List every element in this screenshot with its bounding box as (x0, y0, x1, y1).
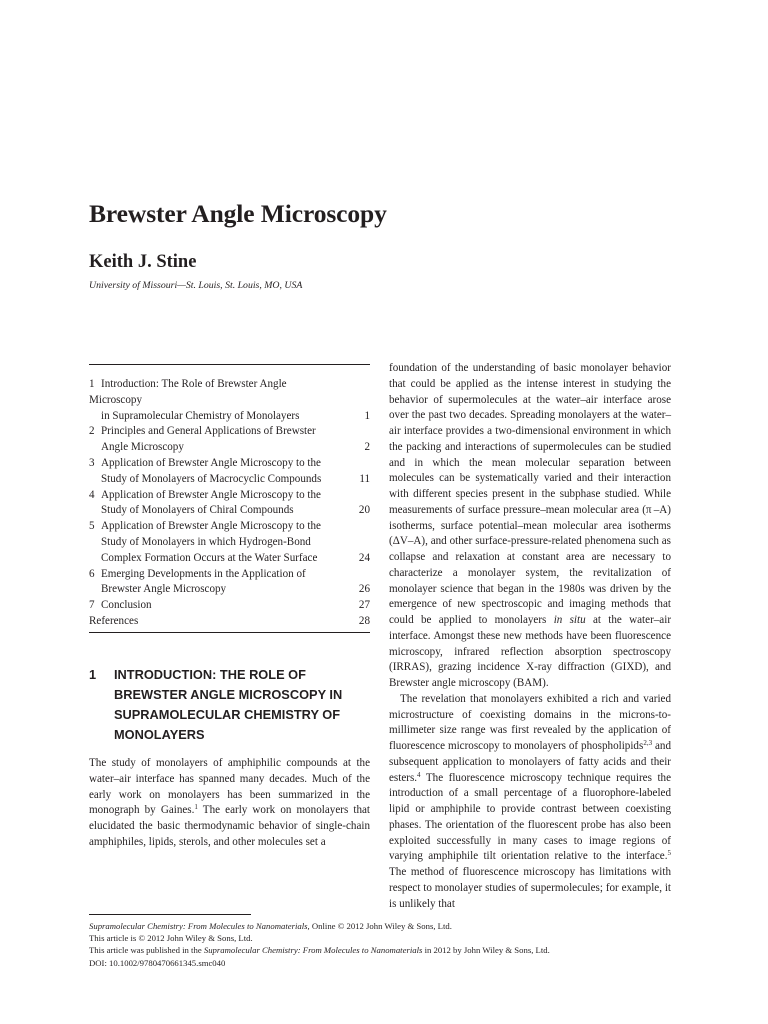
italic-term: in situ (553, 614, 586, 626)
toc-entry-page: 27 (358, 599, 370, 612)
table-of-contents (89, 364, 370, 633)
toc-entry-title-cont: Study of Monolayers of Macrocyclic Compounds (101, 472, 322, 485)
author-affiliation: University of Missouri—St. Louis, St. Louis, MO, USA (89, 280, 303, 291)
paragraph-text: The early work on monolayers that elucidated the basic thermodynamic behavior of single-chain amphiphiles, lipids, sterols, and other molecules set a (89, 804, 370, 848)
toc-entry-title: Application of Brewster Angle Microscopy to the (101, 456, 321, 469)
toc-entry-title-cont: Brewster Angle Microscopy (101, 583, 227, 596)
paragraph-text: The method of fluorescence microscopy has limitations with respect to monolayer studies of supermolecules; for example, it is unlikely that (389, 866, 671, 910)
author-name: Keith J. Stine (89, 252, 197, 272)
toc-entry-number: 3 (89, 456, 95, 469)
page-footer (89, 920, 689, 969)
paragraph-text: The fluorescence microscopy technique requires the introduction of a small percentage of a fluorophore-labeled lipid or amphiphile to provide contrast between coexisting phases. The orientation of the fluorescent probe has also been exploited successfully in many cases to image regions of varying amphiphile tilt orientation relative to the interface. (389, 771, 671, 863)
citation-ref[interactable]: 2,3 (643, 739, 653, 747)
toc-entry-number: 6 (89, 567, 95, 580)
paragraph-text: The revelation that monolayers exhibited a rich and varied microstructure of coexisting domains in the microns-to-millimeter size range was first revealed by the application of fluorescence microscopy to monolayers of phospholipids (389, 692, 671, 752)
body-paragraph (389, 361, 671, 692)
footer-publication-title: Supramolecular Chemistry: From Molecules to Nanomaterials (89, 921, 308, 931)
footer-line (89, 920, 689, 932)
article-title: Brewster Angle Microscopy (89, 199, 387, 228)
citation-ref[interactable]: 4 (417, 770, 421, 779)
footer-text: in 2012 by John Wiley & Sons, Ltd. (422, 945, 550, 956)
toc-entry[interactable] (89, 614, 370, 630)
toc-entry-page: 20 (358, 504, 370, 517)
toc-entry[interactable] (89, 377, 370, 424)
body-paragraph (89, 756, 370, 851)
body-paragraph (389, 692, 671, 913)
section-number: 1 (89, 667, 97, 682)
footer-publication-title: Supramolecular Chemistry: From Molecules to Nanomaterials (203, 945, 423, 956)
toc-entry-title-cont: in Supramolecular Chemistry of Monolayers (101, 409, 300, 422)
footer-divider (89, 914, 251, 915)
footer-text: This article was published in the (89, 945, 204, 956)
toc-entry-number: 2 (89, 425, 95, 438)
toc-entry-title-cont: Complex Formation Occurs at the Water Surface (101, 551, 318, 564)
toc-entry[interactable] (89, 519, 370, 566)
toc-entry-title: Introduction: The Role of Brewster Angle Microscopy (89, 378, 287, 406)
toc-entry-title: Conclusion (101, 599, 152, 612)
right-column (389, 361, 671, 912)
toc-entry-number: 1 (89, 378, 95, 390)
toc-entry-page: 26 (358, 583, 370, 596)
toc-entry-title-cont: Study of Monolayers of Chiral Compounds (101, 504, 294, 517)
section-heading (89, 665, 370, 745)
toc-entry[interactable] (89, 598, 370, 614)
toc-entry-number: 5 (89, 520, 95, 533)
toc-entry-title: Emerging Developments in the Application of (101, 567, 306, 580)
toc-entry-page: 1 (364, 409, 370, 422)
toc-entry-title: Application of Brewster Angle Microscopy to the (101, 520, 321, 533)
footer-line (89, 944, 689, 956)
toc-entry-number: 4 (89, 488, 95, 501)
toc-entry-page: 28 (358, 614, 370, 627)
section-title: INTRODUCTION: THE ROLE OF BREWSTER ANGLE MICROSCOPY IN SUPRAMOLECULAR CHEMISTRY OF MONOLAYERS (114, 667, 343, 742)
paragraph-text: foundation of the understanding of basic monolayer behavior that could be applied as the intense interest in studying the behavior of supermolecules at the water–air interface arose over the past two decades. Spreading monolayers at the water–air interface provides a two-dimensional environment in which the packing and interactions of supermolecules can be studied and in which the mean molecular separation between molecules can be systematically varied and their interaction with different species present in the subphase studied. While measurements of surface pressure–mean molecular area (π –A) isotherms, surface potential–mean molecular area isotherms (ΔV–A), and other surface-pressure-related phenomena such as collapse and relaxation at constant area are necessary to characterize a monolayer system, the revitalization of monolayer science that began in the 1980s was driven by the emergence of new spectroscopic and imaging methods that could be applied to monolayers (389, 362, 671, 626)
citation-ref[interactable]: 5 (667, 849, 671, 858)
citation-ref[interactable]: 1 (194, 803, 198, 812)
toc-entry-title: Application of Brewster Angle Microscopy to the (101, 488, 321, 501)
toc-entry[interactable] (89, 456, 370, 488)
toc-entry-title-cont: Angle Microscopy (101, 441, 184, 454)
paragraph-text: The study of monolayers of amphiphilic compounds at the water–air interface has spanned many decades. Much of the early work on monolayers has been summarized in the monograph by Gaines. (89, 757, 370, 817)
toc-entry-number: 7 (89, 599, 95, 612)
footer-doi[interactable]: DOI: 10.1002/9780470661345.smc040 (89, 957, 226, 968)
footer-line: This article is © 2012 John Wiley & Sons, Ltd. (89, 933, 253, 944)
paragraph-text: at the water–air interface. Amongst these new methods have been fluorescence microscopy, infrared reflection absorption spectroscopy (IRRAS), grazing incidence X-ray diffraction (GIXD), and Brewster angle microscopy (BAM). (389, 614, 672, 689)
toc-entry-page: 11 (359, 472, 370, 485)
toc-entry-page: 2 (364, 441, 370, 454)
toc-entry[interactable] (89, 488, 370, 520)
toc-entry-title-cont: Study of Monolayers in which Hydrogen-Bond (101, 535, 311, 548)
toc-entry[interactable] (89, 567, 370, 599)
footer-text: , Online © 2012 John Wiley & Sons, Ltd. (307, 921, 452, 931)
toc-entry-page: 24 (358, 551, 370, 564)
toc-entry-title: References (89, 614, 139, 627)
paragraph-text: and subsequent application to monolayers of fatty acids and their esters. (389, 740, 672, 784)
toc-entry[interactable] (89, 424, 370, 456)
toc-entry-title: Principles and General Applications of Brewster (101, 425, 316, 438)
